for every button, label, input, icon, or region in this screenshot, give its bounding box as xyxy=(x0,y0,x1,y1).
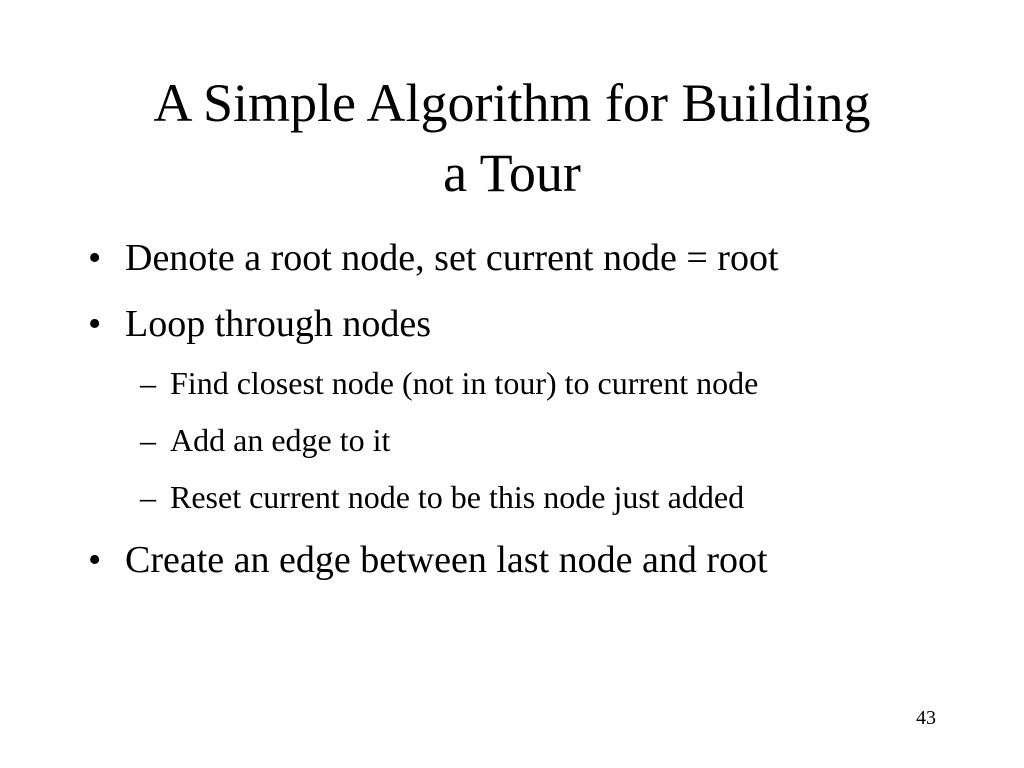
sub-bullet-text: Find closest node (not in tour) to current node xyxy=(170,365,759,401)
bullet-marker: • xyxy=(88,539,102,581)
sub-bullet-marker: – xyxy=(140,365,156,401)
sub-bullet-text: Reset current node to be this node just added xyxy=(170,479,745,515)
bullet-item xyxy=(88,236,779,280)
bullet-text: Create an edge between last node and root xyxy=(125,539,768,581)
bullet-item xyxy=(88,538,768,582)
sub-bullet-marker: – xyxy=(140,479,156,515)
sub-bullet-item xyxy=(140,478,744,516)
slide-title-line-1: A Simple Algorithm for Building xyxy=(153,73,871,133)
slide-title-line-2: a Tour xyxy=(443,143,581,203)
bullet-text: Loop through nodes xyxy=(125,303,432,345)
sub-bullet-marker: – xyxy=(140,422,156,458)
sub-bullet-item xyxy=(140,364,758,402)
bullet-item xyxy=(88,302,431,346)
sub-bullet-item xyxy=(140,421,390,459)
bullet-text: Denote a root node, set current node = root xyxy=(125,237,779,279)
bullet-marker: • xyxy=(88,237,102,279)
sub-bullet-text: Add an edge to it xyxy=(170,422,391,458)
page-number: 43 xyxy=(916,707,936,729)
bullet-marker: • xyxy=(88,303,102,345)
